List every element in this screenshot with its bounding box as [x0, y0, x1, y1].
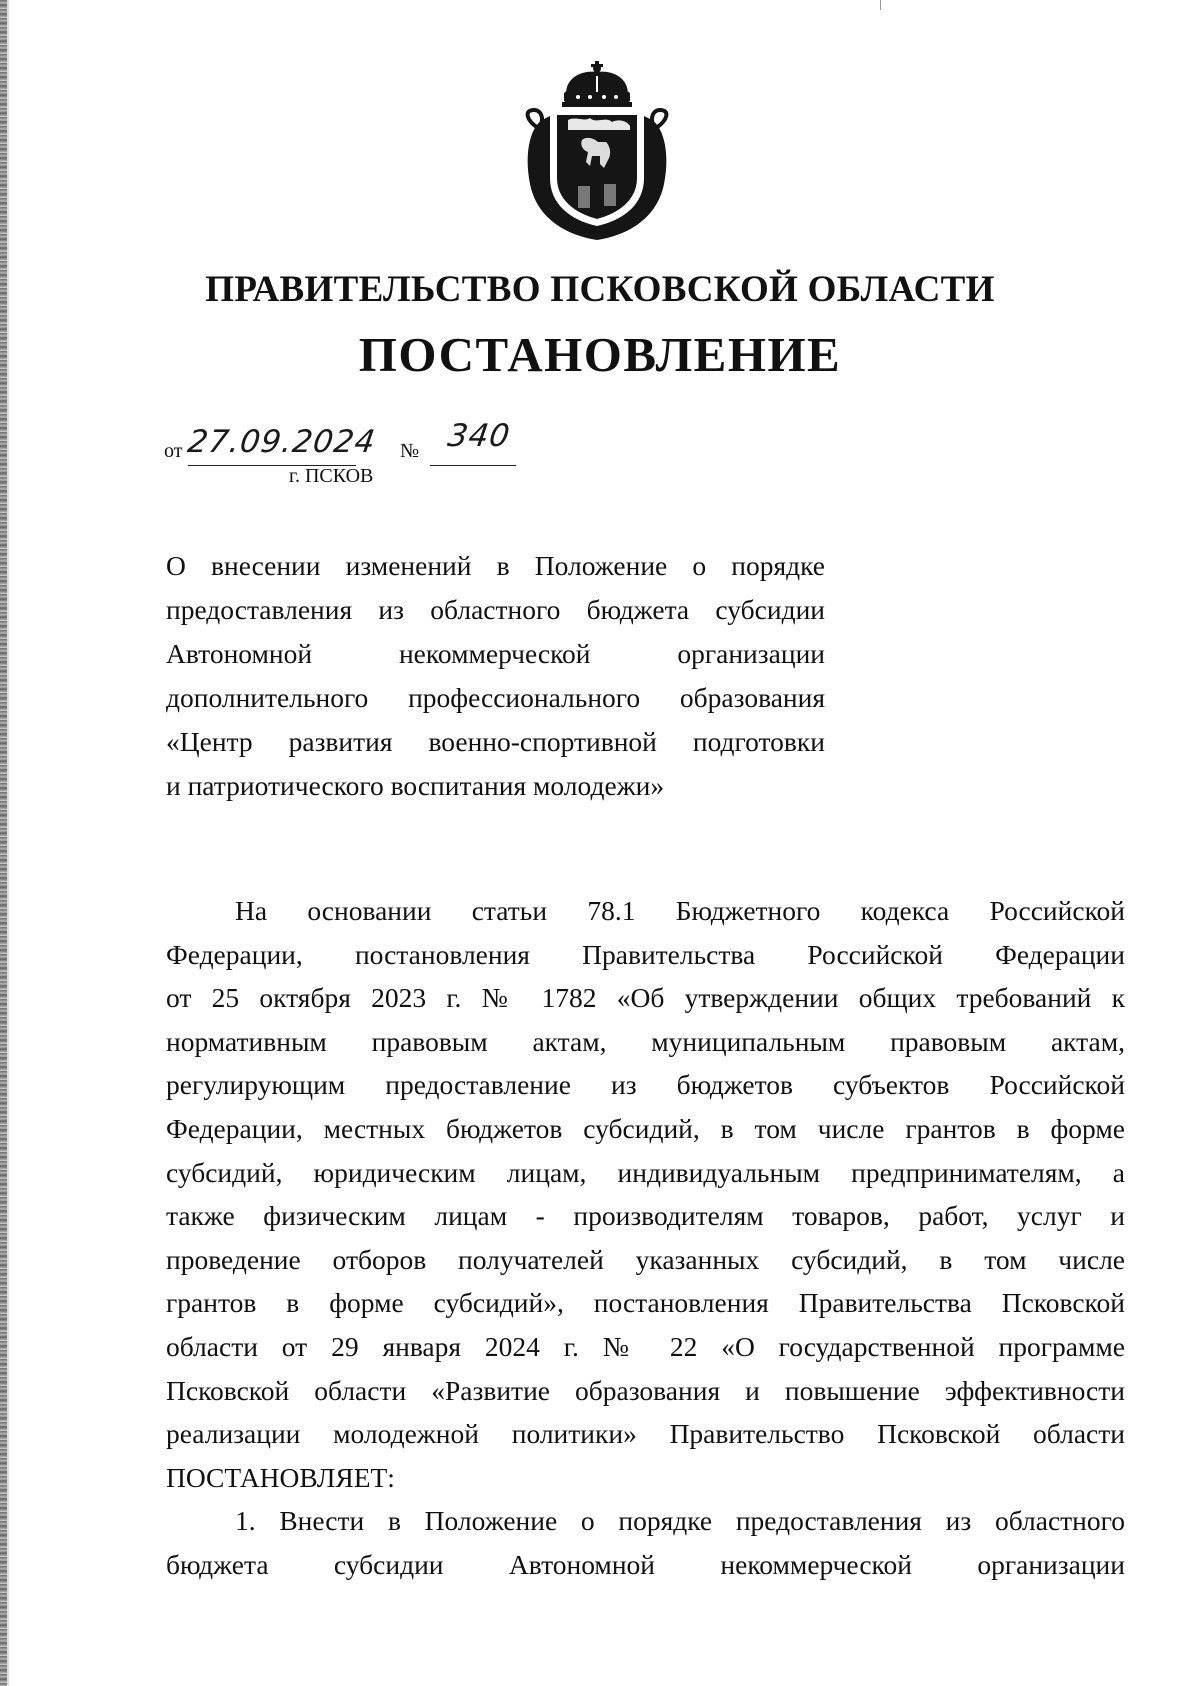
- body-line: нормативным правовым актам, муниципальным правовым актам,: [166, 1025, 1125, 1057]
- body-line: 1. Внести в Положение о порядке предоставления из областного: [235, 1505, 1125, 1537]
- body-line: области от 29 января 2024 г. № 22 «О государственной программе: [166, 1330, 1125, 1362]
- subject-line: «Центр развития военно-спортивной подготовки: [166, 726, 825, 757]
- scan-mark: [880, 0, 881, 10]
- number-prefix: №: [400, 440, 420, 462]
- body-line: грантов в форме субсидий», постановления Правительства Псковской: [166, 1287, 1125, 1319]
- body-line: Псковской области «Развитие образования и повышение эффективности: [166, 1374, 1125, 1406]
- scan-edge-artifact: [0, 0, 7, 1686]
- body-line: Федерации, постановления Правительства Российской Федерации: [166, 938, 1125, 970]
- body-line: Федерации, местных бюджетов субсидий, в том числе грантов в форме: [166, 1112, 1125, 1144]
- body-line: также физическим лицам - производителям товаров, работ, услуг и: [166, 1200, 1125, 1232]
- body-line: ПОСТАНОВЛЯЕТ:: [166, 1461, 395, 1493]
- government-name: ПРАВИТЕЛЬСТВО ПСКОВСКОЙ ОБЛАСТИ: [205, 269, 995, 310]
- document-body: [166, 889, 1125, 1587]
- subject-line: Автономной некоммерческой организации: [166, 638, 825, 669]
- subject-line: дополнительного профессионального образования: [166, 682, 825, 713]
- handwritten-number: 340: [445, 418, 513, 454]
- body-line: от 25 октября 2023 г. № 1782 «Об утверждении общих требований к: [166, 982, 1125, 1014]
- subject-line: О внесении изменений в Положение о порядке: [166, 550, 825, 581]
- document-type-title: ПОСТАНОВЛЕНИЕ: [358, 327, 842, 382]
- subject-line: предоставления из областного бюджета субсидии: [166, 594, 825, 625]
- subject-line: и патриотического воспитания молодежи»: [166, 770, 665, 801]
- body-line: субсидий, юридическим лицам, индивидуальным предпринимателям, а: [166, 1156, 1125, 1188]
- body-line: бюджета субсидии Автономной некоммерческой организации: [166, 1548, 1125, 1580]
- date-prefix: от: [164, 440, 183, 462]
- body-line: регулирующим предоставление из бюджетов субъектов Российской: [166, 1069, 1125, 1101]
- document-subject: [166, 544, 825, 808]
- handwritten-date: 27.09.2024: [185, 424, 379, 460]
- body-line: проведение отборов получателей указанных субсидий, в том числе: [166, 1243, 1125, 1275]
- number-underline: [430, 465, 516, 466]
- body-line: На основании статьи 78.1 Бюджетного кодекса Российской: [235, 895, 1125, 926]
- city-label: г. ПСКОВ: [289, 465, 374, 487]
- scan-edge-shadow: [7, 0, 9, 1686]
- body-line: реализации молодежной политики» Правительство Псковской области: [166, 1418, 1125, 1450]
- pskov-oblast-coat-of-arms-icon: [520, 58, 674, 244]
